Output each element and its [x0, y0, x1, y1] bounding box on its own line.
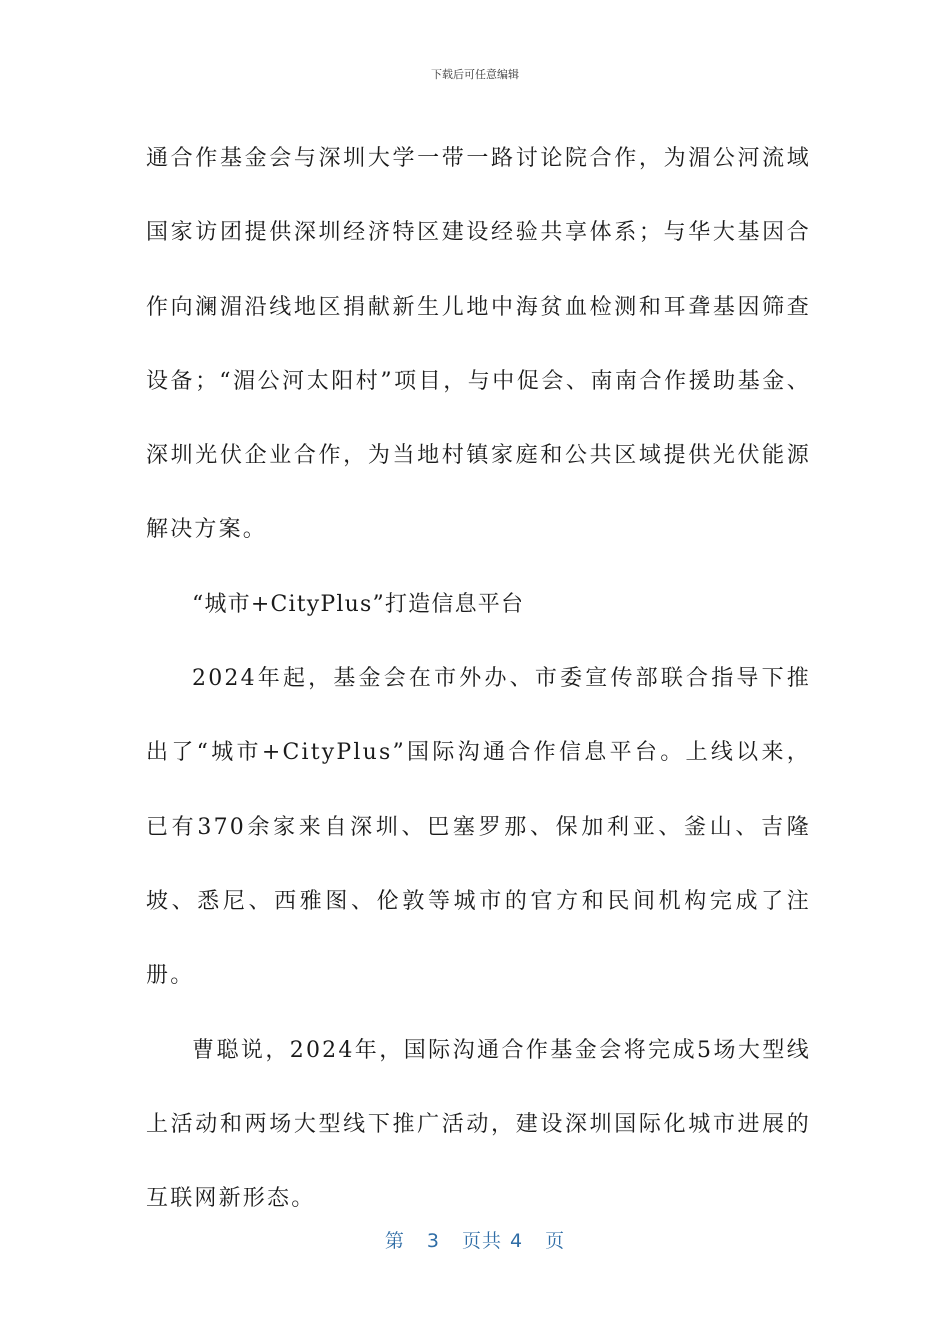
document-body: [146, 122, 811, 1236]
paragraph-2: 2024年起，基金会在市外办、市委宣传部联合指导下推出了“城市+CityPlus”国际沟通合作信息平台。上线以来，已有370余家来自深圳、巴塞罗那、保加利亚、釜山、吉隆坡、悉尼、西雅图、伦敦等城市的官方和民间机构完成了注册。: [146, 666, 811, 989]
footer-suffix: 页: [545, 1230, 566, 1252]
footer-middle: 页共: [461, 1230, 502, 1252]
footer-page-current: 3: [426, 1230, 440, 1252]
footer-prefix: 第: [384, 1230, 405, 1252]
section-heading: “城市+CityPlus”打造信息平台: [192, 591, 525, 617]
header-note: 下载后可任意编辑: [431, 68, 519, 81]
page-footer: [0, 1226, 950, 1253]
paragraph-3: 曹聪说，2024年，国际沟通合作基金会将完成5场大型线上活动和两场大型线下推广活动，建设深圳国际化城市进展的互联网新形态。: [146, 1037, 811, 1212]
paragraph-1: 通合作基金会与深圳大学一带一路讨论院合作，为湄公河流域国家访团提供深圳经济特区建设经验共享体系；与华大基因合作向澜湄沿线地区捐献新生儿地中海贫血检测和耳聋基因筛查设备；“湄公河太阳村”项目，与中促会、南南合作援助基金、深圳光伏企业合作，为当地村镇家庭和公共区域提供光伏能源解决方案。: [146, 146, 811, 543]
footer-page-total: 4: [510, 1230, 524, 1252]
